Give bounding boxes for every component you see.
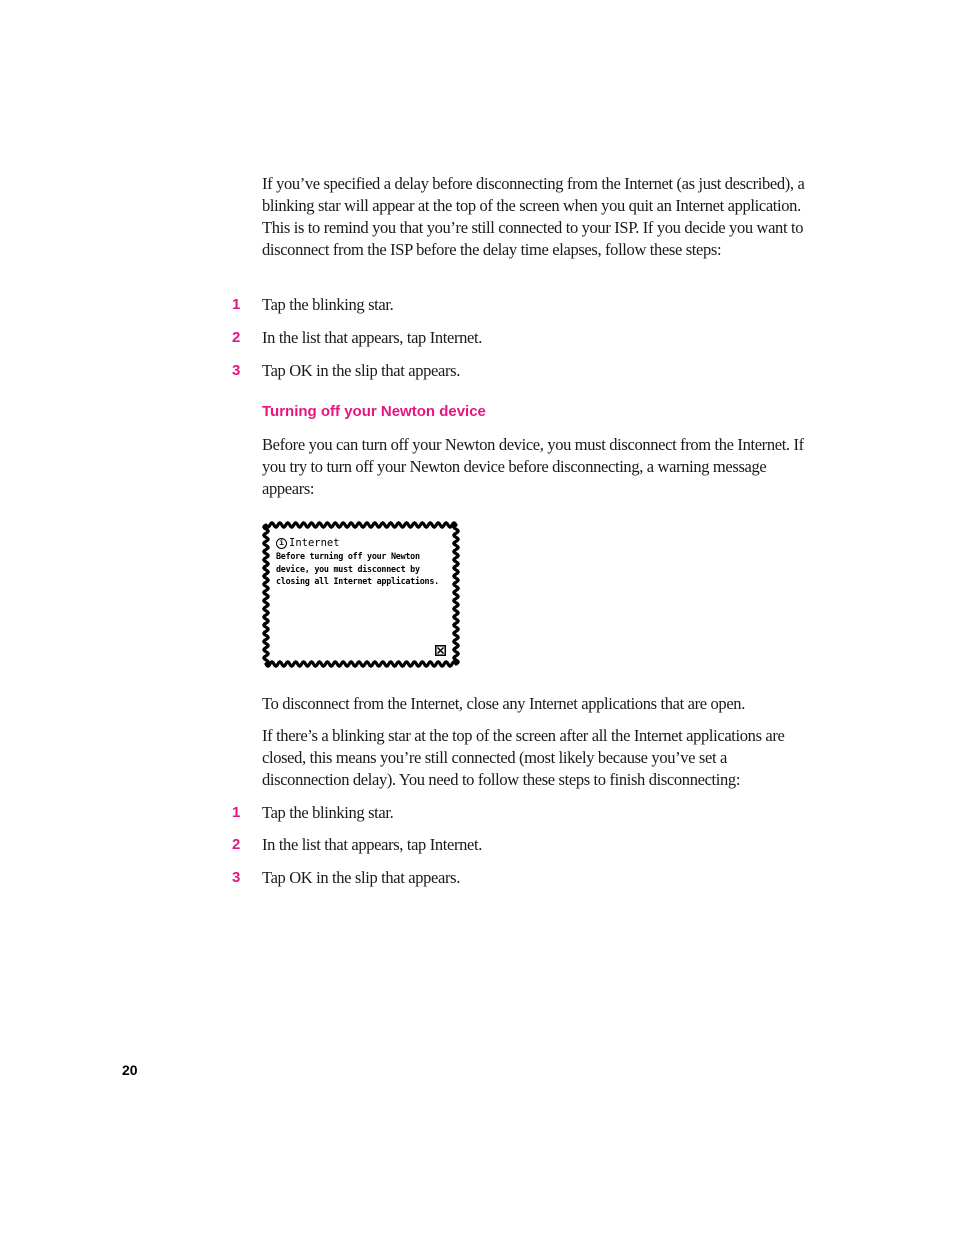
close-box-icon[interactable] — [435, 645, 446, 656]
section-heading: Turning off your Newton device — [262, 403, 486, 420]
step-text: In the list that appears, tap Internet. — [262, 328, 483, 347]
disconnect-paragraph: To disconnect from the Internet, close any Internet applications that are open. — [262, 694, 745, 713]
step-text: Tap OK in the slip that appears. — [262, 361, 460, 380]
star-paragraph: If there’s a blinking star at the top of the screen after all the Internet applications are closed, this means you’re still connected (most likely because you’ve set a disconnection delay). You need to follow these steps to finish disconnecting: — [262, 726, 785, 789]
step-text: Tap OK in the slip that appears. — [262, 868, 460, 887]
slip-title: Internet — [289, 537, 340, 549]
step-text: Tap the blinking star. — [262, 803, 394, 822]
step-number: 2 — [232, 836, 240, 853]
warning-slip — [262, 521, 460, 668]
info-icon: i — [276, 538, 287, 549]
page-number: 20 — [122, 1062, 138, 1078]
step-text: Tap the blinking star. — [262, 295, 394, 314]
slip-message: Before turning off your Newton device, you must disconnect by closing all Internet applications. — [276, 551, 439, 587]
intro-paragraph: If you’ve specified a delay before disconnecting from the Internet (as just described), a blinking star will appear at the top of the screen when you quit an Internet application. This is to remind you that you’re still connected to your ISP. If you decide you want to disconnect from the ISP before the delay time elapses, follow these steps: — [262, 174, 805, 259]
step-text: In the list that appears, tap Internet. — [262, 835, 483, 854]
step-number: 2 — [232, 329, 240, 346]
step-number: 1 — [232, 804, 240, 821]
section-paragraph: Before you can turn off your Newton device, you must disconnect from the Internet. If you try to turn off your Newton device before disconnecting, a warning message appears: — [262, 435, 804, 498]
step-number: 3 — [232, 869, 240, 886]
step-number: 1 — [232, 296, 240, 313]
slip-title-row — [276, 536, 340, 550]
step-number: 3 — [232, 362, 240, 379]
